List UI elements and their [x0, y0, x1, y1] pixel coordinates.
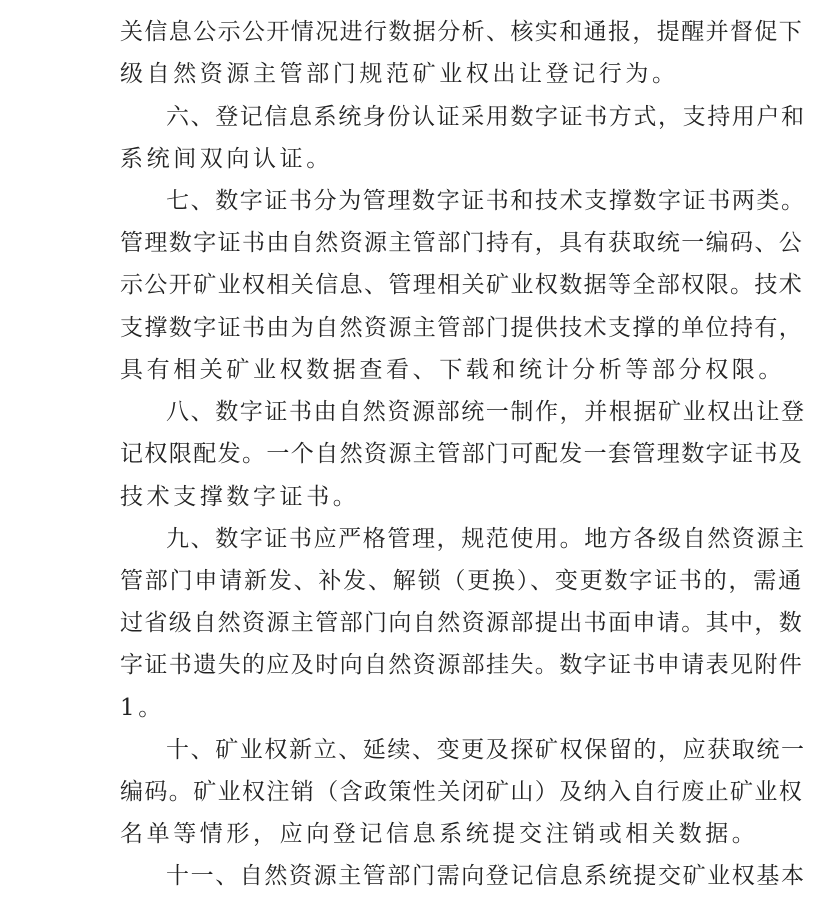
- text-line: 管理数字证书由自然资源主管部门持有，具有获取统一编码、公: [120, 230, 804, 256]
- text-line: 支撑数字证书由为自然资源主管部门提供技术支撑的单位持有，: [120, 315, 804, 341]
- text-line: 技术支撑数字证书。: [120, 484, 360, 510]
- paragraph-start: 十、矿业权新立、延续、变更及探矿权保留的，应获取统一: [166, 737, 806, 763]
- paragraph-start: 九、数字证书应严格管理，规范使用。地方各级自然资源主: [166, 526, 806, 552]
- text-line: 级自然资源主管部门规范矿业权出让登记行为。: [120, 61, 679, 87]
- text-line: 关信息公示公开情况进行数据分析、核实和通报，提醒并督促下: [120, 19, 804, 45]
- text-line: 系统间双向认证。: [120, 146, 333, 172]
- text-line: 编码。矿业权注销（含政策性关闭矿山）及纳入自行废止矿业权: [120, 779, 804, 805]
- paragraph-start: 八、数字证书由自然资源部统一制作，并根据矿业权出让登: [166, 399, 806, 425]
- text-line: 记权限配发。一个自然资源主管部门可配发一套管理数字证书及: [120, 441, 804, 467]
- paragraph-start: 六、登记信息系统身份认证采用数字证书方式，支持用户和: [166, 104, 806, 130]
- text-line: 1。: [120, 695, 165, 721]
- paragraph-start: 十一、自然资源主管部门需向登记信息系统提交矿业权基本: [166, 863, 806, 889]
- paragraph-start: 七、数字证书分为管理数字证书和技术支撑数字证书两类。: [166, 188, 806, 214]
- text-line: 过省级自然资源主管部门向自然资源部提出书面申请。其中，数: [120, 610, 804, 636]
- text-line: 字证书遗失的应及时向自然资源部挂失。数字证书申请表见附件: [120, 652, 804, 678]
- text-line: 管部门申请新发、补发、解锁（更换）、变更数字证书的，需通: [120, 568, 803, 594]
- text-line: 名单等情形，应向登记信息系统提交注销或相关数据。: [120, 821, 759, 847]
- text-line: 示公开矿业权相关信息、管理相关矿业权数据等全部权限。技术: [120, 272, 804, 298]
- text-line: 具有相关矿业权数据查看、下载和统计分析等部分权限。: [120, 357, 785, 383]
